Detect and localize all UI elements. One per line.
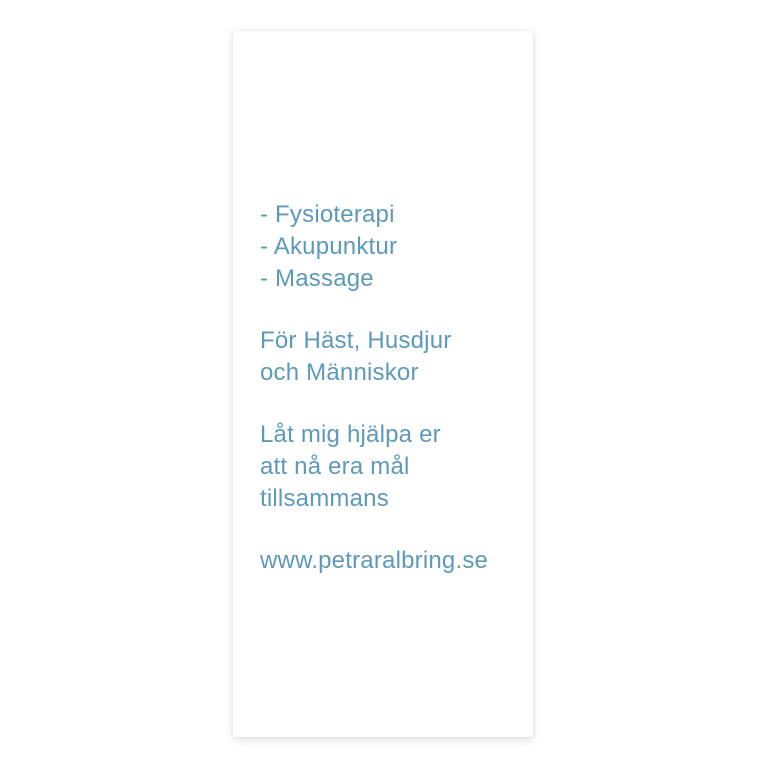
flyer-card xyxy=(233,31,533,737)
audience-line-1: För Häst, Husdjur xyxy=(260,327,452,354)
tagline-paragraph xyxy=(260,419,515,515)
website-paragraph xyxy=(260,545,515,577)
tagline-line-2: att nå era mål xyxy=(260,453,410,480)
service-item-massage: - Massage xyxy=(260,265,374,292)
flyer-text-block xyxy=(260,199,515,577)
services-list xyxy=(260,199,515,295)
audience-line-2: och Människor xyxy=(260,359,419,386)
audience-paragraph xyxy=(260,325,515,389)
tagline-line-1: Låt mig hjälpa er xyxy=(260,421,441,448)
service-item-fysioterapi: - Fysioterapi xyxy=(260,201,395,228)
tagline-line-3: tillsammans xyxy=(260,485,389,512)
website-url: www.petraralbring.se xyxy=(260,547,489,574)
service-item-akupunktur: - Akupunktur xyxy=(260,233,398,260)
